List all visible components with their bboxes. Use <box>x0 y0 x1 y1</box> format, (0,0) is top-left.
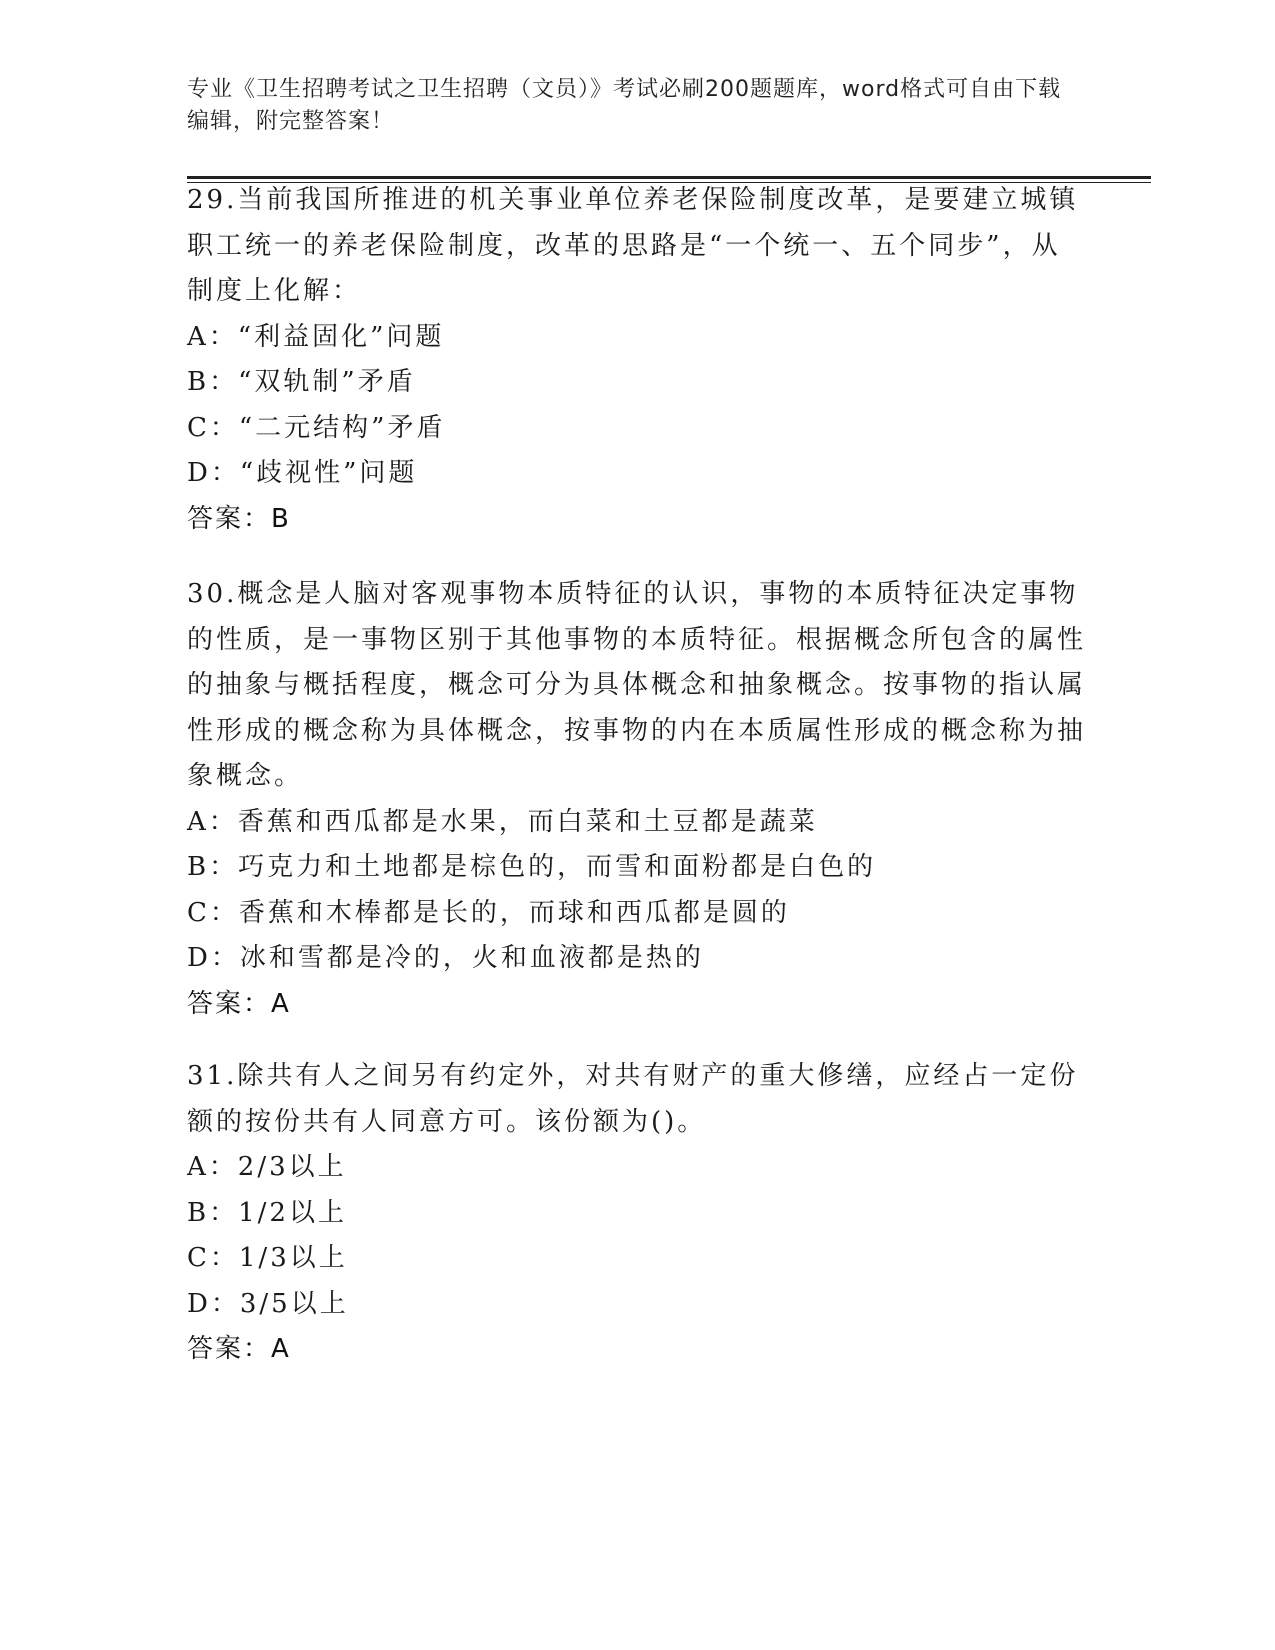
option-d: D：冰和雪都是冷的，火和血液都是热的 <box>187 943 704 973</box>
option-a: A：“利益固化”问题 <box>187 321 445 352</box>
question-stem: 31.除共有人之间另有约定外，对共有财产的重大修缮，应经占一定份额的按份共有人同意方可。该份额为()。 <box>187 1061 1079 1137</box>
document-header: 专业《卫生招聘考试之卫生招聘（文员）》考试必刷200题题库，word格式可自由下载编辑，附完整答案！ <box>187 77 1062 134</box>
option-b: B：“双轨制”矛盾 <box>187 367 416 397</box>
answer-label: 答案：A <box>187 988 291 1019</box>
option-a: A：香蕉和西瓜都是水果，而白菜和土豆都是蔬菜 <box>187 806 818 837</box>
option-c: C：香蕉和木棒都是长的，而球和西瓜都是圆的 <box>187 897 790 928</box>
option-a: A：2/3以上 <box>187 1152 347 1182</box>
question-stem: 30.概念是人脑对客观事物本质特征的认识，事物的本质特征决定事物的性质，是一事物区别于其他事物的本质特征。根据概念所包含的属性的抽象与概括程度，概念可分为具体概念和抽象概念。按事物的指认属性形成的概念称为具体概念，按事物的内在本质属性形成的概念称为抽象概念。 <box>187 579 1087 791</box>
option-c: C：“二元结构”矛盾 <box>187 412 446 443</box>
question-30 <box>187 572 1087 1027</box>
option-b: B：1/2以上 <box>187 1197 347 1228</box>
option-b: B：巧克力和土地都是棕色的，而雪和面粉都是白色的 <box>187 852 877 882</box>
question-stem: 29.当前我国所推进的机关事业单位养老保险制度改革，是要建立城镇职工统一的养老保险制度，改革的思路是“一个统一、五个同步”，从制度上化解： <box>187 185 1079 306</box>
answer-label: 答案：A <box>187 1334 291 1364</box>
option-d: D：“歧视性”问题 <box>187 458 418 488</box>
question-29 <box>187 178 1087 542</box>
question-31 <box>187 1054 1087 1373</box>
option-c: C：1/3以上 <box>187 1243 348 1273</box>
option-d: D：3/5以上 <box>187 1288 349 1319</box>
answer-label: 答案：B <box>187 503 291 534</box>
